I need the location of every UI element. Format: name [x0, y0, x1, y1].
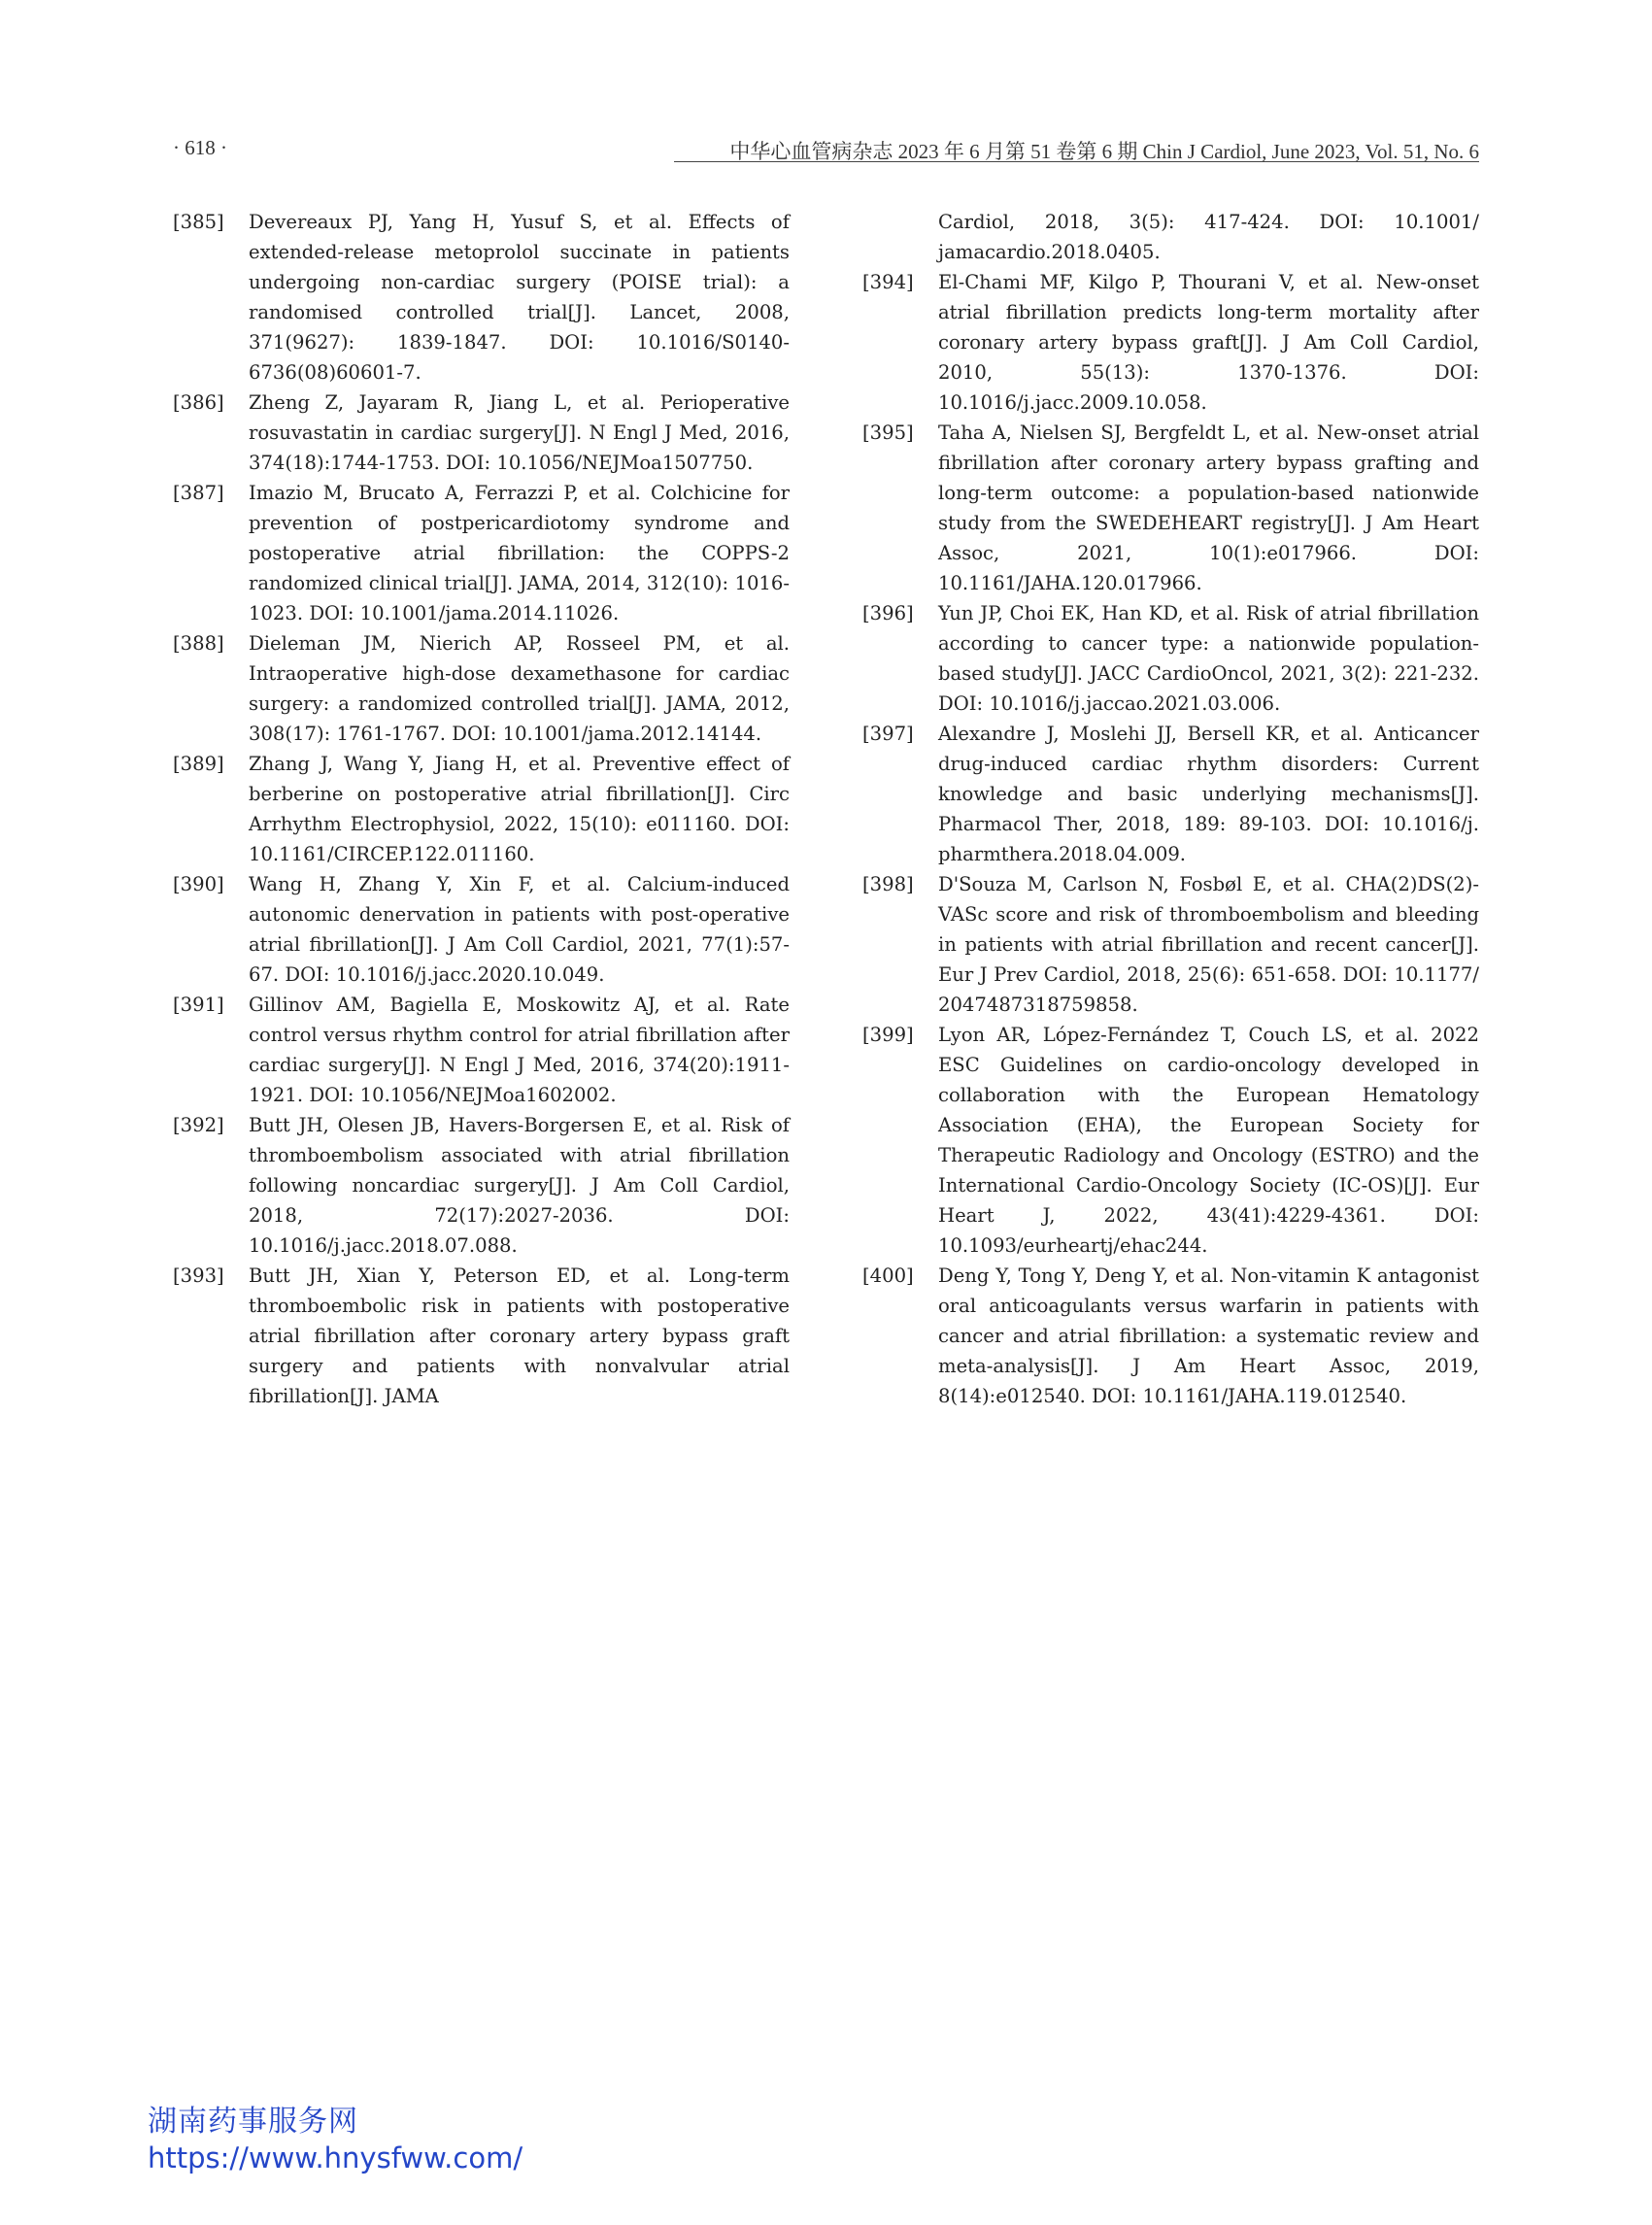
reference-item: [862, 1261, 1479, 1411]
reference-number: [391]: [173, 994, 224, 1016]
reference-text: Lyon AR, López-Fernández T, Couch LS, et al. 2022 ESC Guidelines on cardio-oncology developed in collaboration with the European Hematology Association (EHA), the European Society for Therapeutic Radiology and Oncology (ESTRO) and the International Cardio-Oncology Society (IC-OS)[J]. Eur Heart J, 2022, 43(41):4229-4361. DOI: 10.1093/eurheartj/ehac244.: [938, 1024, 1479, 1257]
reference-text: Deng Y, Tong Y, Deng Y, et al. Non-vitamin K antagonist oral anticoagulants versus warfarin in patients with cancer and atrial fibrillation: a systematic review and meta-analysis[J]. J Am Heart Assoc, 2019, 8(14):e012540. DOI: 10.1161/JAHA.119.012540.: [938, 1264, 1479, 1407]
reference-text: Zheng Z, Jayaram R, Jiang L, et al. Perioperative rosuvastatin in cardiac surgery[J]. N Engl J Med, 2016, 374(18):1744-1753. DOI: 10.1056/NEJMoa1507750.: [249, 391, 790, 474]
reference-text: Dieleman JM, Nierich AP, Rosseel PM, et al. Intraoperative high-dose dexamethasone for cardiac surgery: a randomized controlled trial[J]. JAMA, 2012, 308(17): 1761-1767. DOI: 10.1001/jama.2012.14144.: [249, 632, 790, 745]
reference-number: [395]: [862, 421, 914, 444]
watermark-url[interactable]: https://www.hnysfww.com/: [148, 2141, 523, 2174]
reference-item: [173, 990, 790, 1110]
reference-text: Devereaux PJ, Yang H, Yusuf S, et al. Effects of extended-release metoprolol succinate in patients undergoing non-cardiac surgery (POISE trial): a randomised controlled trial[J]. Lancet, 2008, 371(9627): 1839-1847. DOI: 10.1016/S0140-6736(08)60601-7.: [249, 211, 790, 384]
reference-text: Alexandre J, Moslehi JJ, Bersell KR, et al. Anticancer drug-induced cardiac rhythm disorders: Current knowledge and basic underlying mechanisms[J]. Pharmacol Ther, 2018, 189: 89-103. DOI: 10.1016/j. pharmthera.2018.04.009.: [938, 723, 1479, 865]
reference-text: El-Chami MF, Kilgo P, Thourani V, et al. New-onset atrial fibrillation predicts long-term mortality after coronary artery bypass graft[J]. J Am Coll Cardiol, 2010, 55(13): 1370-1376. DOI: 10.1016/j.jacc.2009.10.058.: [938, 271, 1479, 414]
reference-number: [398]: [862, 873, 914, 895]
reference-number: [400]: [862, 1264, 914, 1287]
reference-number: [397]: [862, 723, 914, 745]
reference-item: [173, 1110, 790, 1261]
page-number: · 618 ·: [173, 136, 227, 159]
reference-item: [862, 1020, 1479, 1261]
reference-item: [862, 719, 1479, 869]
header-rule: [674, 161, 1479, 162]
reference-text: Butt JH, Xian Y, Peterson ED, et al. Long-term thromboembolic risk in patients with postoperative atrial fibrillation after coronary artery bypass graft surgery and patients with nonvalvular atrial fibrillation[J]. JAMA: [249, 1264, 790, 1407]
reference-number: [390]: [173, 873, 224, 895]
reference-number: [392]: [173, 1114, 224, 1136]
reference-item: [173, 388, 790, 478]
reference-text: Wang H, Zhang Y, Xin F, et al. Calcium-induced autonomic denervation in patients with post-operative atrial fibrillation[J]. J Am Coll Cardiol, 2021, 77(1):57-67. DOI: 10.1016/j.jacc.2020.10.049.: [249, 873, 790, 986]
reference-number: [396]: [862, 602, 914, 624]
reference-number: [387]: [173, 482, 224, 504]
reference-item: [862, 418, 1479, 598]
reference-item: [862, 598, 1479, 719]
reference-item: [173, 1261, 790, 1411]
reference-item: [173, 207, 790, 388]
reference-column-right: [862, 207, 1479, 1411]
reference-text: Butt JH, Olesen JB, Havers-Borgersen E, et al. Risk of thromboembolism associated with atrial fibrillation following noncardiac surgery[J]. J Am Coll Cardiol, 2018, 72(17):2027-2036. DOI: 10.1016/j.jacc.2018.07.088.: [249, 1114, 790, 1257]
reference-number: [394]: [862, 271, 914, 293]
watermark-site-name: 湖南药事服务网: [148, 2105, 358, 2139]
journal-citation: 中华心血管病杂志 2023 年 6 月第 51 卷第 6 期 Chin J Cardiol, June 2023, Vol. 51, No. 6: [729, 140, 1479, 163]
reference-text: Yun JP, Choi EK, Han KD, et al. Risk of atrial fibrillation according to cancer type: a nationwide population-based study[J]. JACC CardioOncol, 2021, 3(2): 221-232. DOI: 10.1016/j.jaccao.2021.03.006.: [938, 602, 1479, 715]
reference-item: [862, 869, 1479, 1020]
reference-column-left: [173, 207, 790, 1411]
reference-continuation: Cardiol, 2018, 3(5): 417-424. DOI: 10.1001/ jamacardio.2018.0405.: [938, 211, 1479, 263]
reference-text: Gillinov AM, Bagiella E, Moskowitz AJ, et al. Rate control versus rhythm control for atrial fibrillation after cardiac surgery[J]. N Engl J Med, 2016, 374(20):1911-1921. DOI: 10.1056/NEJMoa1602002.: [249, 994, 790, 1106]
reference-number: [388]: [173, 632, 224, 655]
reference-number: [389]: [173, 753, 224, 775]
reference-item: [173, 628, 790, 749]
reference-text: Taha A, Nielsen SJ, Bergfeldt L, et al. New-onset atrial fibrillation after coronary artery bypass grafting and long-term outcome: a population-based nationwide study from the SWEDEHEART registry[J]. J Am Heart Assoc, 2021, 10(1):e017966. DOI: 10.1161/JAHA.120.017966.: [938, 421, 1479, 594]
reference-number: [385]: [173, 211, 224, 233]
reference-item: [862, 267, 1479, 418]
site-watermark: [148, 2104, 523, 2175]
reference-item: [173, 869, 790, 990]
reference-text: Zhang J, Wang Y, Jiang H, et al. Preventive effect of berberine on postoperative atrial fibrillation[J]. Circ Arrhythm Electrophysiol, 2022, 15(10): e011160. DOI: 10.1161/CIRCEP.122.011160.: [249, 753, 790, 865]
reference-item: [173, 478, 790, 628]
reference-number: [386]: [173, 391, 224, 414]
reference-number: [393]: [173, 1264, 224, 1287]
reference-text: D'Souza M, Carlson N, Fosbøl E, et al. CHA(2)DS(2)-VASc score and risk of thromboembolism and bleeding in patients with atrial fibrillation and recent cancer[J]. Eur J Prev Cardiol, 2018, 25(6): 651-658. DOI: 10.1177/ 2047487318759858.: [938, 873, 1479, 1016]
reference-item: [173, 749, 790, 869]
reference-number: [399]: [862, 1024, 914, 1046]
reference-text: Imazio M, Brucato A, Ferrazzi P, et al. Colchicine for prevention of postpericardiotomy syndrome and postoperative atrial fibrillation: the COPPS-2 randomized clinical trial[J]. JAMA, 2014, 312(10): 1016-1023. DOI: 10.1001/jama.2014.11026.: [249, 482, 790, 624]
